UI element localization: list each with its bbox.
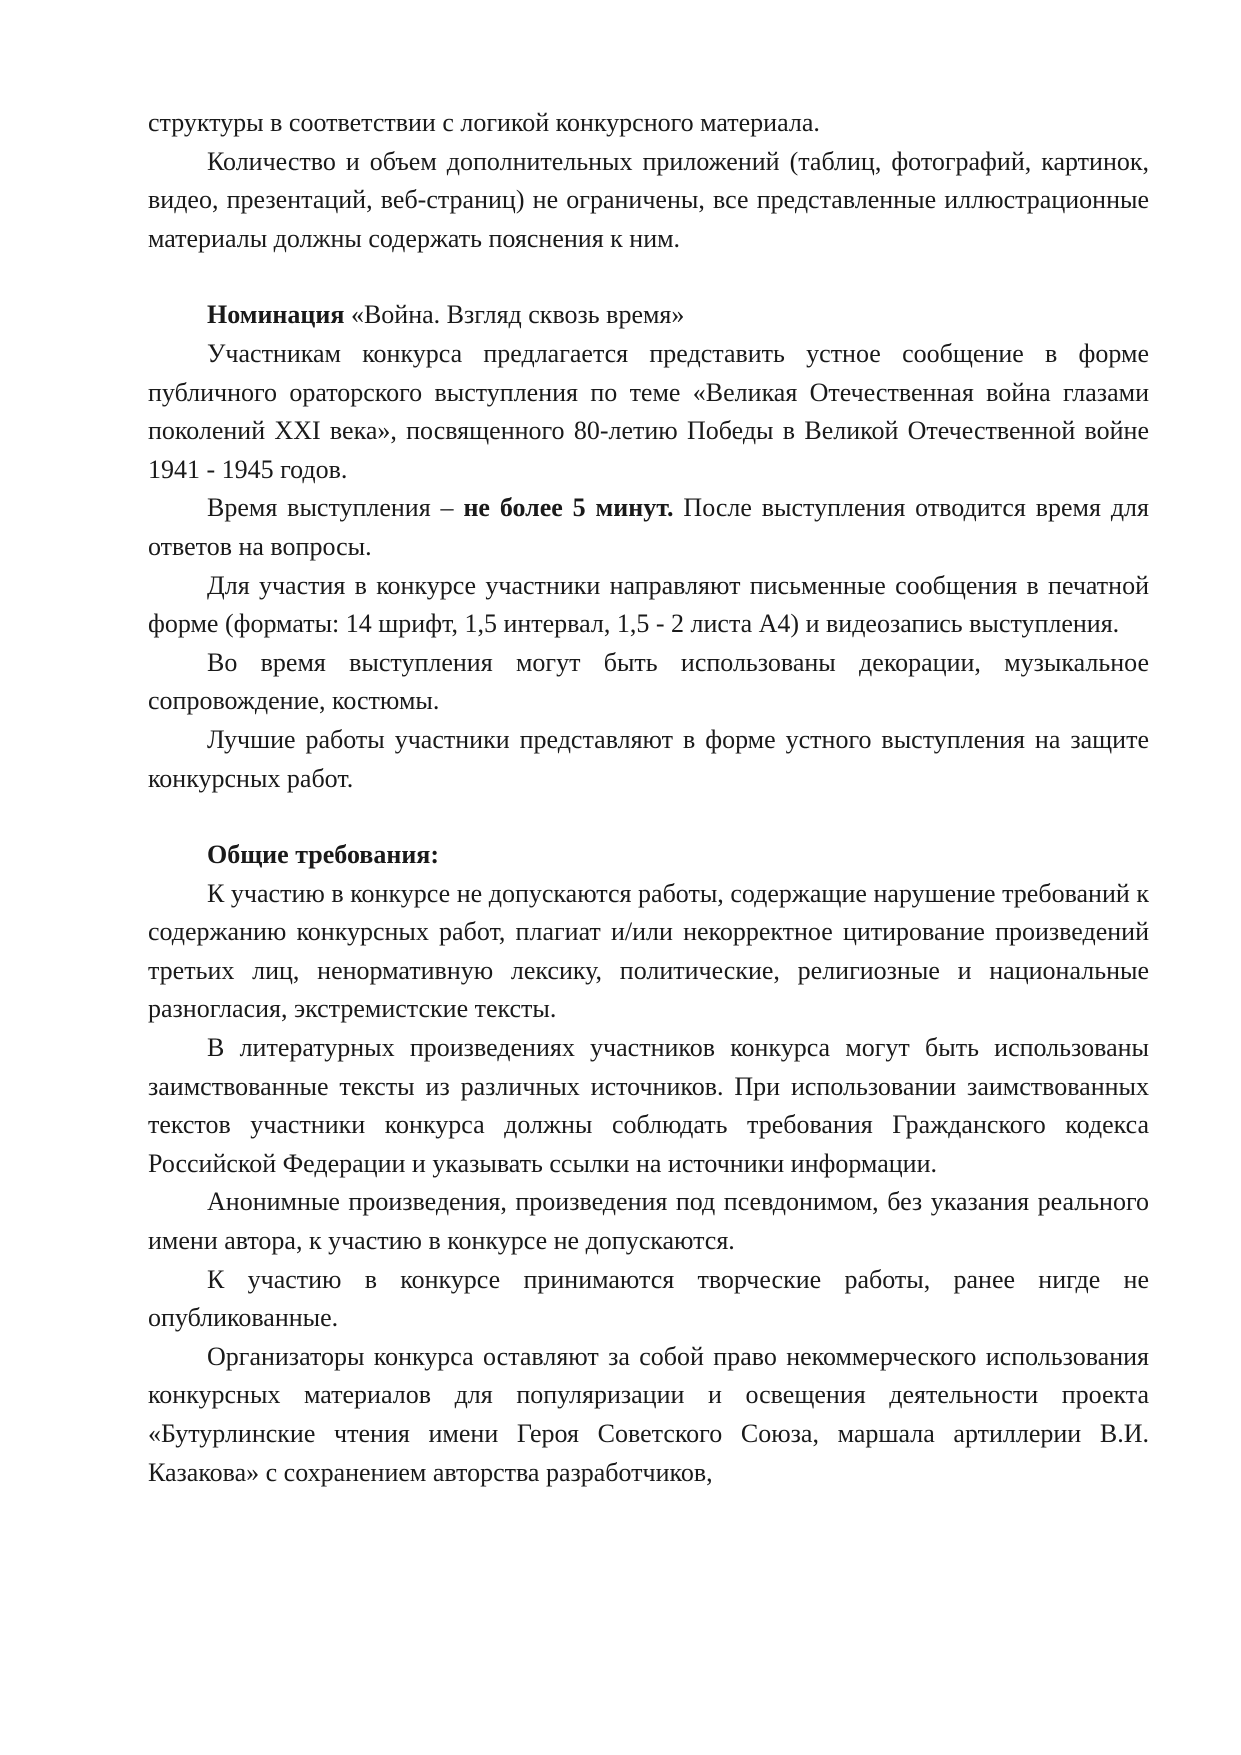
nomination-paragraph-decorations: Во время выступления могут быть использованы декорации, музыкальное сопровождение, костюмы.: [148, 647, 1149, 716]
nomination-paragraph-time: [148, 489, 1149, 566]
time-text-after: После выступления отводится время для ответов на вопросы.: [148, 493, 1149, 561]
spacer: [148, 258, 1149, 296]
nomination-paragraph-task: Участникам конкурса предлагается представить устное сообщение в форме публичного ораторского выступления по теме «Великая Отечественная война глазами поколений XXI века», посвященного 80-летию Победы в Великой Отечественной войне 1941 - 1945 годов.: [148, 338, 1149, 484]
paragraph-appendices: Количество и объем дополнительных приложений (таблиц, фотографий, картинок, видео, презентаций, веб-страниц) не ограничены, все представленные иллюстрационные материалы должны содержать пояснения к ним.: [148, 146, 1149, 253]
document-page: [148, 104, 1149, 1492]
general-requirements-heading: [148, 836, 1149, 875]
nomination-paragraph-best-works: Лучшие работы участники представляют в форме устного выступления на защите конкурсных работ.: [148, 724, 1149, 793]
general-paragraph-anonymous: Анонимные произведения, произведения под псевдонимом, без указания реального имени автора, к участию в конкурсе не допускаются.: [148, 1187, 1149, 1256]
time-text-before: Время выступления –: [207, 493, 464, 523]
general-paragraph-not-admitted: К участию в конкурсе не допускаются работы, содержащие нарушение требований к содержанию конкурсных работ, плагиат и/или некорректное цитирование произведений третьих лиц, ненормативную лексику, политические, религиозные и национальные разногласия, экстремистские тексты.: [148, 878, 1149, 1024]
general-paragraph-borrowed-texts: В литературных произведениях участников конкурса могут быть использованы заимствованные тексты из различных источников. При использовании заимствованных текстов участники конкурса должны соблюдать требования Гражданского кодекса Российской Федерации и указывать ссылки на источники информации.: [148, 1033, 1149, 1178]
time-limit-bold: не более 5 минут.: [463, 493, 674, 523]
nomination-title: «Война. Взгляд сквозь время»: [344, 300, 685, 330]
spacer: [148, 798, 1149, 836]
nomination-label: Номинация: [207, 300, 345, 330]
nomination-heading: [148, 296, 1149, 335]
paragraph-intro-continuation: структуры в соответствии с логикой конкурсного материала.: [148, 108, 820, 137]
general-paragraph-organizers-rights: Организаторы конкурса оставляют за собой право некоммерческого использования конкурсных материалов для популяризации и освещения деятельности проекта «Бутурлинские чтения имени Героя Советского Союза, маршала артиллерии В.И. Казакова» с сохранением авторства разработчиков,: [148, 1341, 1149, 1487]
general-requirements-title: Общие требования:: [207, 840, 440, 870]
general-paragraph-unpublished: К участию в конкурсе принимаются творческие работы, ранее нигде не опубликованные.: [148, 1264, 1149, 1333]
nomination-paragraph-format: Для участия в конкурсе участники направляют письменные сообщения в печатной форме (форматы: 14 шрифт, 1,5 интервал, 1,5 - 2 листа А4) и видеозапись выступления.: [148, 570, 1149, 639]
